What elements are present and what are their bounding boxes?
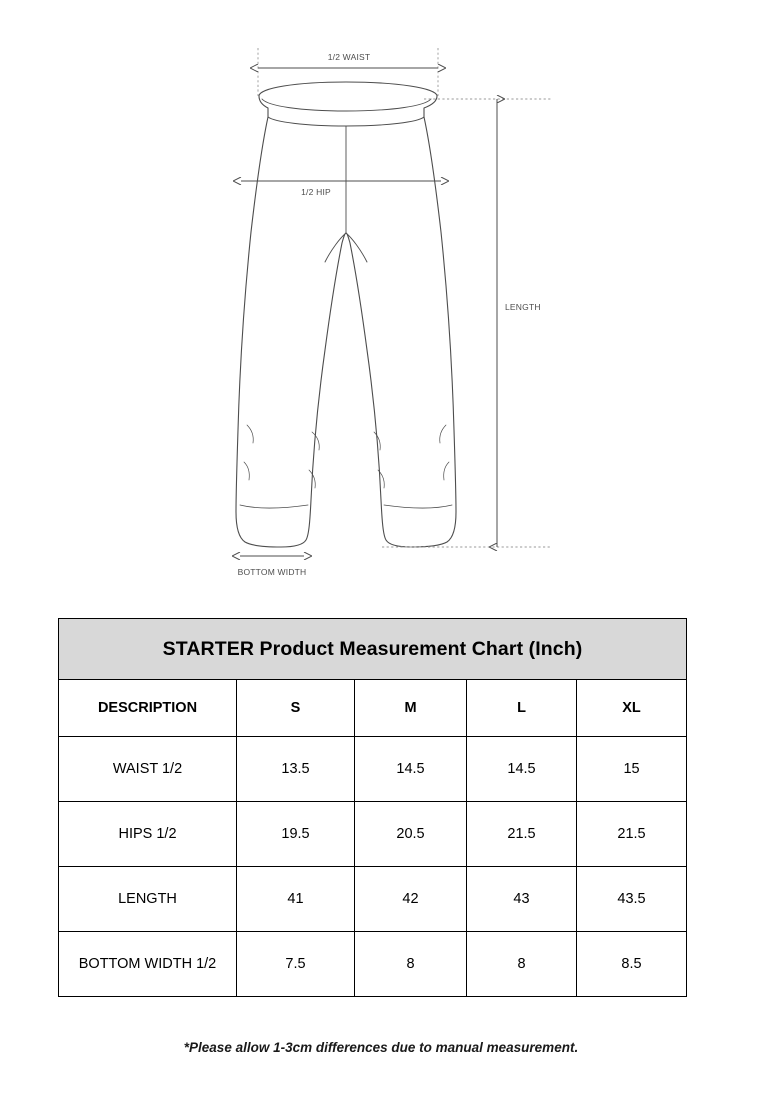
row-label-bottom-width: BOTTOM WIDTH 1/2	[59, 932, 237, 997]
length-dimension	[497, 99, 545, 547]
cell-hips-xl: 21.5	[577, 802, 687, 867]
row-label-length: LENGTH	[59, 867, 237, 932]
cell-hips-m: 20.5	[355, 802, 467, 867]
length-label: LENGTH	[505, 302, 541, 312]
table-row	[59, 737, 687, 802]
row-label-hips: HIPS 1/2	[59, 802, 237, 867]
column-header-description: DESCRIPTION	[59, 680, 237, 737]
cell-waist-m: 14.5	[355, 737, 467, 802]
chart-title: STARTER Product Measurement Chart (Inch)	[59, 619, 687, 680]
table-row	[59, 932, 687, 997]
column-header-s: S	[237, 680, 355, 737]
column-header-m: M	[355, 680, 467, 737]
row-label-waist: WAIST 1/2	[59, 737, 237, 802]
bottom-width-label: BOTTOM WIDTH	[237, 567, 307, 577]
cell-hips-l: 21.5	[467, 802, 577, 867]
cell-bottom-width-l: 8	[467, 932, 577, 997]
cell-length-l: 43	[467, 867, 577, 932]
pants-outline	[236, 82, 456, 547]
cell-waist-s: 13.5	[237, 737, 355, 802]
table-header-row	[59, 680, 687, 737]
waist-dimension	[258, 50, 438, 68]
cell-waist-xl: 15	[577, 737, 687, 802]
column-header-l: L	[467, 680, 577, 737]
table-row	[59, 802, 687, 867]
cell-length-xl: 43.5	[577, 867, 687, 932]
hip-label: 1/2 HIP	[301, 187, 331, 197]
cell-bottom-width-s: 7.5	[237, 932, 355, 997]
cell-bottom-width-m: 8	[355, 932, 467, 997]
cell-waist-l: 14.5	[467, 737, 577, 802]
table-title-row	[59, 619, 687, 680]
cell-bottom-width-xl: 8.5	[577, 932, 687, 997]
table-row	[59, 867, 687, 932]
cell-length-s: 41	[237, 867, 355, 932]
measurement-chart-table	[58, 618, 687, 997]
waist-label: 1/2 WAIST	[327, 52, 371, 62]
cell-length-m: 42	[355, 867, 467, 932]
column-header-xl: XL	[577, 680, 687, 737]
measurement-disclaimer: *Please allow 1-3cm differences due to manual measurement.	[183, 1040, 579, 1055]
cell-hips-s: 19.5	[237, 802, 355, 867]
bottom-width-dimension	[238, 556, 307, 577]
